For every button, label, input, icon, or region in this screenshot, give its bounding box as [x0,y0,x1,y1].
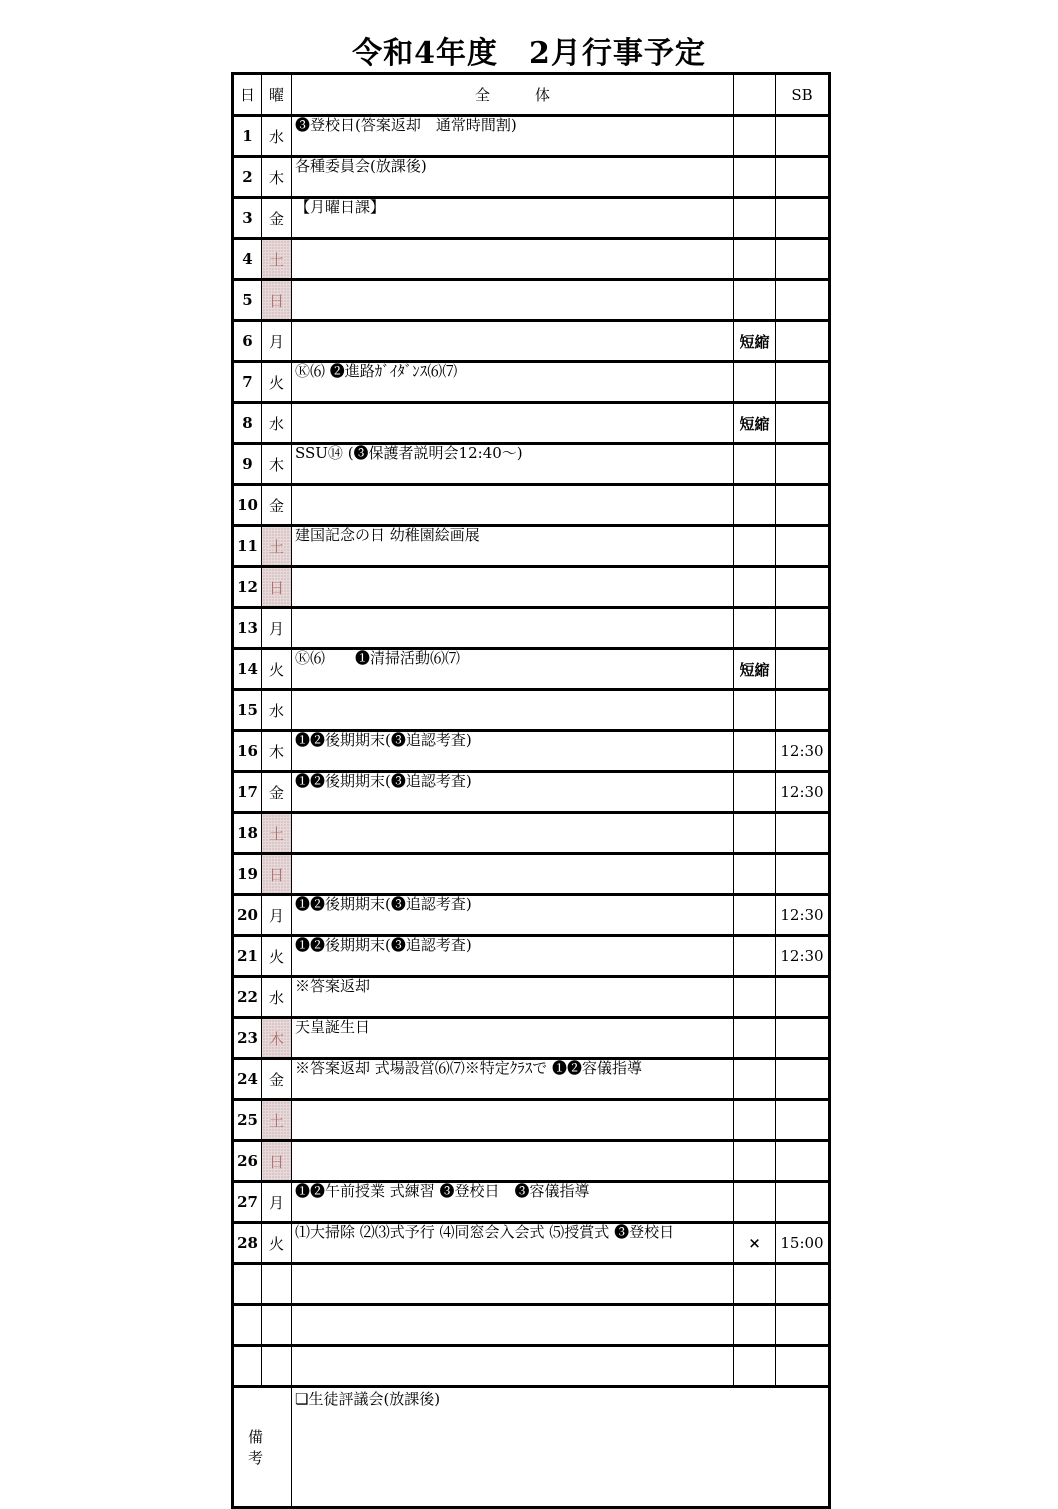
note-cell [734,157,776,198]
sb-time-cell [776,280,830,321]
day-number: 3 [233,198,262,239]
table-row [233,977,830,1018]
note-cell [734,239,776,280]
weekday-cell: 月 [262,321,292,362]
event-cell [292,1100,734,1141]
weekday-cell: 木 [262,1018,292,1059]
weekday-cell: 月 [262,895,292,936]
event-cell [292,485,734,526]
weekday-cell: 土 [262,526,292,567]
table-row [233,1059,830,1100]
weekday-cell: 火 [262,1223,292,1264]
table-row [233,1141,830,1182]
table-row [233,362,830,403]
event-cell [292,362,734,403]
sb-time-cell [776,977,830,1018]
note-cell [734,1141,776,1182]
blank-event-cell [292,1346,734,1387]
note-cell: × [734,1223,776,1264]
table-row [233,239,830,280]
event-cell [292,1059,734,1100]
note-cell [734,444,776,485]
blank-event-cell [292,1264,734,1305]
event-cell [292,649,734,690]
note-cell [734,116,776,157]
event-text: ❶❷後期期末(❸追認考査) [295,936,472,954]
table-row [233,813,830,854]
page-title: 令和4年度 2月行事予定 [352,36,706,71]
note-cell [734,485,776,526]
sb-time-cell [776,1059,830,1100]
header-all: 全 体 [292,74,734,116]
event-cell [292,772,734,813]
day-number: 20 [233,895,262,936]
table-row [233,1223,830,1264]
weekday-cell: 月 [262,608,292,649]
sb-time-cell [776,1100,830,1141]
blank-day-cell [233,1305,262,1346]
remarks-text: ❏生徒評議会(放課後) [292,1387,830,1508]
event-cell [292,813,734,854]
blank-note-cell [734,1305,776,1346]
day-number: 4 [233,239,262,280]
weekday-cell: 水 [262,977,292,1018]
sb-time-cell [776,485,830,526]
sb-time-cell [776,116,830,157]
remarks-row [233,1387,830,1508]
blank-dow-cell [262,1346,292,1387]
sb-time-cell: 12:30 [776,936,830,977]
blank-sb-cell [776,1264,830,1305]
blank-dow-cell [262,1305,292,1346]
table-row [233,1100,830,1141]
weekday-cell: 金 [262,198,292,239]
sb-time-cell [776,198,830,239]
note-cell [734,731,776,772]
header-sb: SB [776,74,830,116]
blank-sb-cell [776,1346,830,1387]
day-number: 25 [233,1100,262,1141]
header-dow: 曜 [262,74,292,116]
note-cell [734,936,776,977]
event-text: 【月曜日課】 [295,198,386,216]
day-number: 13 [233,608,262,649]
sb-time-cell [776,690,830,731]
weekday-cell: 火 [262,649,292,690]
event-text: ❸登校日(答案返却 通常時間割) [295,116,517,134]
day-number: 8 [233,403,262,444]
event-cell [292,444,734,485]
day-number: 12 [233,567,262,608]
event-text: Ⓚ⑹ ❶清掃活動⑹⑺ [295,649,461,667]
day-number: 19 [233,854,262,895]
weekday-cell: 金 [262,485,292,526]
sb-time-cell: 12:30 [776,731,830,772]
day-number: 24 [233,1059,262,1100]
day-number: 18 [233,813,262,854]
day-number: 26 [233,1141,262,1182]
note-cell [734,772,776,813]
sb-time-cell [776,567,830,608]
event-cell [292,1141,734,1182]
note-cell [734,1018,776,1059]
sb-time-cell [776,1182,830,1223]
table-row [233,1182,830,1223]
event-text: Ⓚ⑹ ❷進路ｶﾞｲﾀﾞﾝｽ⑹⑺ [295,362,458,380]
table-row [233,157,830,198]
day-number: 17 [233,772,262,813]
blank-row [233,1346,830,1387]
weekday-cell: 水 [262,116,292,157]
blank-note-cell [734,1346,776,1387]
event-text: ❶❷後期期末(❸追認考査) [295,895,472,913]
note-cell: 短縮 [734,321,776,362]
event-cell [292,403,734,444]
note-cell [734,526,776,567]
table-row [233,772,830,813]
event-text: 天皇誕生日 [295,1018,371,1036]
event-cell [292,731,734,772]
event-text: 各種委員会(放課後) [295,157,427,175]
note-cell [734,895,776,936]
day-number: 21 [233,936,262,977]
event-cell [292,936,734,977]
sb-time-cell [776,649,830,690]
sb-time-cell [776,1018,830,1059]
day-number: 6 [233,321,262,362]
day-number: 10 [233,485,262,526]
note-cell [734,854,776,895]
event-cell [292,116,734,157]
table-row [233,321,830,362]
weekday-cell: 火 [262,362,292,403]
weekday-cell: 木 [262,157,292,198]
weekday-cell: 土 [262,239,292,280]
note-cell [734,813,776,854]
day-number: 23 [233,1018,262,1059]
day-number: 11 [233,526,262,567]
sb-time-cell [776,854,830,895]
note-cell [734,280,776,321]
day-number: 5 [233,280,262,321]
note-cell [734,1182,776,1223]
day-number: 28 [233,1223,262,1264]
blank-day-cell [233,1346,262,1387]
day-number: 9 [233,444,262,485]
table-row [233,526,830,567]
event-text: ❶❷後期期末(❸追認考査) [295,731,472,749]
event-text: SSU⑭ (❸保護者説明会12:40～) [295,444,523,462]
remarks-label: 備考 [233,1387,292,1508]
schedule-table [231,72,831,1509]
sb-time-cell [776,239,830,280]
note-cell [734,198,776,239]
table-row [233,895,830,936]
event-cell [292,1182,734,1223]
note-cell [734,567,776,608]
note-cell [734,977,776,1018]
sb-time-cell [776,321,830,362]
table-row [233,854,830,895]
event-text: ※答案返却 [295,977,371,995]
event-cell [292,1018,734,1059]
day-number: 1 [233,116,262,157]
event-cell [292,526,734,567]
header-note [734,74,776,116]
event-cell [292,321,734,362]
note-cell: 短縮 [734,649,776,690]
day-number: 7 [233,362,262,403]
day-number: 15 [233,690,262,731]
event-cell [292,280,734,321]
table-row [233,1018,830,1059]
day-number: 16 [233,731,262,772]
header-day: 日 [233,74,262,116]
weekday-cell: 木 [262,444,292,485]
weekday-cell: 日 [262,1141,292,1182]
table-row [233,936,830,977]
note-cell [734,362,776,403]
sb-time-cell [776,444,830,485]
blank-event-cell [292,1305,734,1346]
blank-day-cell [233,1264,262,1305]
note-cell [734,608,776,649]
note-cell [734,1100,776,1141]
weekday-cell: 水 [262,403,292,444]
event-cell [292,157,734,198]
blank-note-cell [734,1264,776,1305]
sb-time-cell [776,526,830,567]
event-text: ⑴大掃除 ⑵⑶式予行 ⑷同窓会入会式 ⑸授賞式 ❸登校日 [295,1223,675,1241]
day-number: 22 [233,977,262,1018]
sb-time-cell [776,362,830,403]
day-number: 2 [233,157,262,198]
table-row [233,608,830,649]
weekday-cell: 土 [262,1100,292,1141]
weekday-cell: 金 [262,772,292,813]
blank-sb-cell [776,1305,830,1346]
note-cell: 短縮 [734,403,776,444]
weekday-cell: 金 [262,1059,292,1100]
event-text: ❶❷後期期末(❸追認考査) [295,772,472,790]
table-row [233,567,830,608]
table-row [233,198,830,239]
sb-time-cell: 12:30 [776,772,830,813]
event-cell [292,608,734,649]
note-cell [734,1059,776,1100]
event-text: ※答案返却 式場設営⑹⑺※特定ｸﾗｽで ❶❷容儀指導 [295,1059,643,1077]
sb-time-cell [776,608,830,649]
event-cell [292,854,734,895]
table-row [233,731,830,772]
table-row [233,649,830,690]
table-row [233,690,830,731]
weekday-cell: 日 [262,567,292,608]
event-text: 建国記念の日 幼稚園絵画展 [295,526,480,544]
event-cell [292,198,734,239]
blank-row [233,1264,830,1305]
header-row [233,74,830,116]
note-cell [734,690,776,731]
weekday-cell: 土 [262,813,292,854]
event-cell [292,977,734,1018]
event-cell [292,1223,734,1264]
table-row [233,444,830,485]
weekday-cell: 日 [262,854,292,895]
event-cell [292,895,734,936]
table-row [233,403,830,444]
table-row [233,280,830,321]
event-cell [292,567,734,608]
weekday-cell: 水 [262,690,292,731]
sb-time-cell [776,157,830,198]
event-cell [292,239,734,280]
blank-row [233,1305,830,1346]
day-number: 14 [233,649,262,690]
weekday-cell: 木 [262,731,292,772]
table-row [233,116,830,157]
weekday-cell: 日 [262,280,292,321]
table-row [233,485,830,526]
day-number: 27 [233,1182,262,1223]
event-text: ❶❷午前授業 式練習 ❸登校日 ❸容儀指導 [295,1182,590,1200]
blank-dow-cell [262,1264,292,1305]
weekday-cell: 火 [262,936,292,977]
sb-time-cell [776,1141,830,1182]
sb-time-cell [776,813,830,854]
weekday-cell: 月 [262,1182,292,1223]
sb-time-cell [776,403,830,444]
event-cell [292,690,734,731]
sb-time-cell: 15:00 [776,1223,830,1264]
sb-time-cell: 12:30 [776,895,830,936]
